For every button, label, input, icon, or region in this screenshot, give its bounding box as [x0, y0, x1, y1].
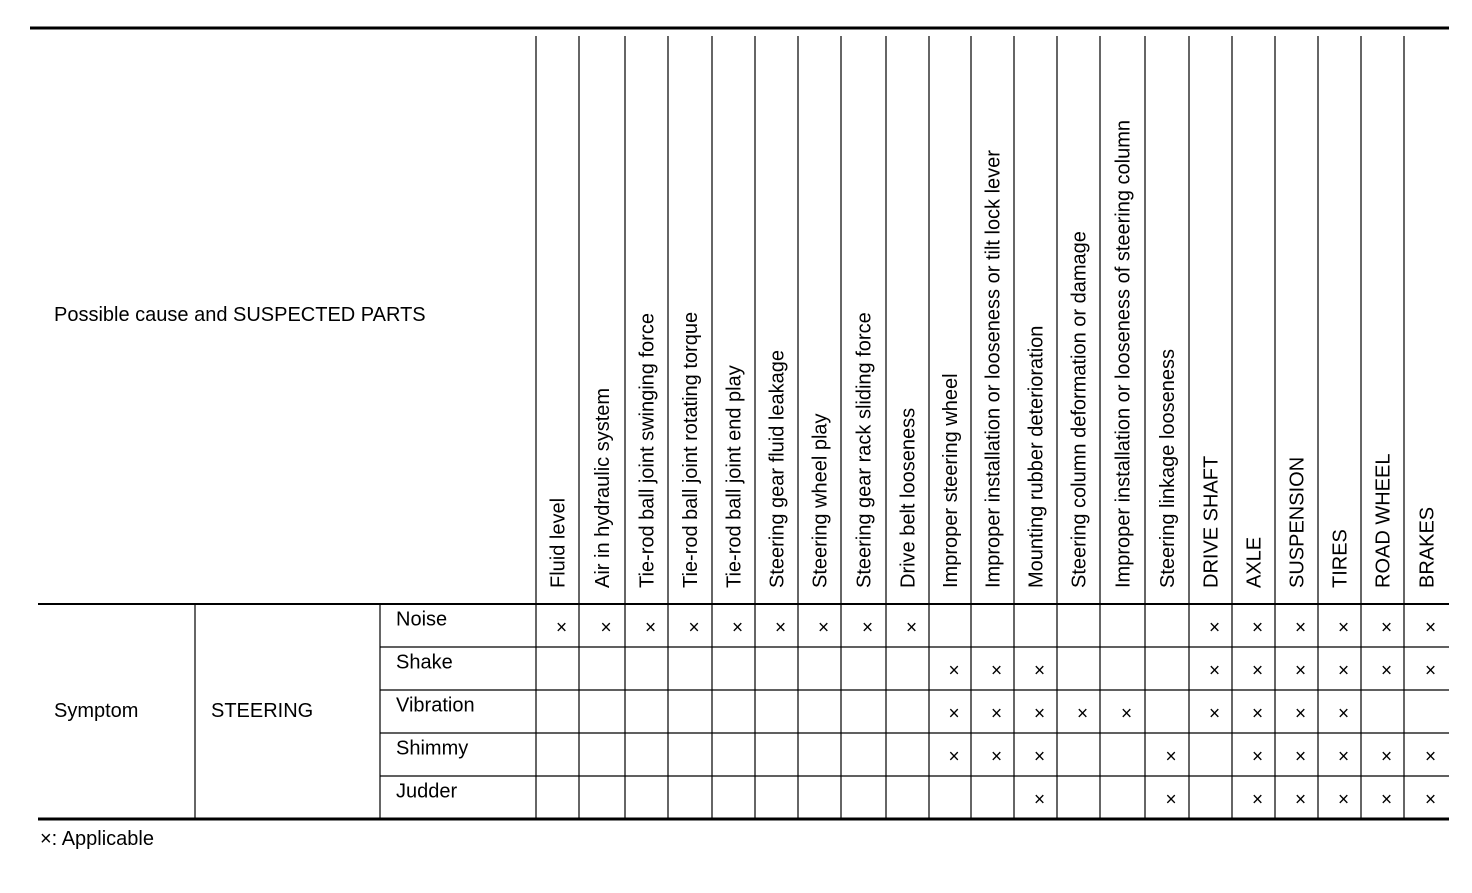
applicable-mark: ×: [1294, 746, 1307, 768]
applicable-mark: ×: [1337, 617, 1350, 639]
symptom-label: Symptom: [54, 700, 139, 722]
applicable-mark: ×: [1380, 789, 1393, 811]
applicable-mark: ×: [948, 703, 960, 725]
row-label: Shake: [396, 651, 453, 674]
column-header: Steering gear fluid leakage: [766, 350, 789, 588]
applicable-mark: ×: [1208, 660, 1221, 682]
applicable-mark: ×: [688, 617, 700, 639]
applicable-mark: ×: [731, 617, 744, 639]
column-header: Tie-rod ball joint swinging force: [636, 313, 659, 588]
applicable-mark: ×: [1251, 660, 1264, 682]
applicable-mark: ×: [1424, 789, 1437, 811]
category-label: STEERING: [211, 700, 314, 722]
column-header: Fluid level: [547, 497, 570, 588]
applicable-mark: ×: [1033, 703, 1046, 725]
column-header: BRAKES: [1416, 506, 1439, 588]
column-header: Steering column deformation or damage: [1068, 231, 1091, 588]
row-label: Judder: [396, 780, 458, 803]
column-header: SUSPENSION: [1286, 456, 1309, 588]
applicable-mark: ×: [1294, 660, 1307, 682]
applicable-mark: ×: [1424, 660, 1437, 682]
applicable-mark: ×: [1251, 617, 1264, 639]
applicable-mark: ×: [1208, 703, 1221, 725]
applicable-mark: ×: [1294, 789, 1307, 811]
applicable-mark: ×: [1165, 789, 1177, 811]
applicable-mark: ×: [1033, 660, 1046, 682]
column-header: DRIVE SHAFT: [1200, 455, 1223, 588]
column-header: AXLE: [1243, 536, 1266, 588]
applicable-mark: ×: [774, 617, 787, 639]
legend-text: ×: Applicable: [40, 828, 154, 850]
applicable-mark: ×: [1120, 703, 1133, 725]
applicable-mark: ×: [555, 617, 568, 639]
applicable-mark: ×: [990, 746, 1003, 768]
applicable-mark: ×: [1337, 703, 1350, 725]
applicable-mark: ×: [600, 617, 612, 639]
applicable-mark: ×: [1208, 617, 1221, 639]
row-label: Shimmy: [396, 737, 469, 760]
applicable-mark: ×: [1380, 746, 1393, 768]
applicable-mark: ×: [1033, 746, 1046, 768]
header-label: Possible cause and SUSPECTED PARTS: [54, 304, 426, 326]
applicable-mark: ×: [1337, 789, 1350, 811]
applicable-mark: ×: [1424, 746, 1437, 768]
applicable-mark: ×: [1076, 703, 1089, 725]
column-header: Drive belt looseness: [897, 407, 920, 588]
column-header: Steering linkage looseness: [1157, 348, 1179, 588]
row-labels: [396, 609, 475, 803]
column-header: Improper installation or looseness of steering column: [1112, 119, 1135, 588]
applicable-mark: ×: [1251, 789, 1264, 811]
column-header: Air in hydraulic system: [592, 387, 614, 588]
column-header: ROAD WHEEL: [1372, 453, 1395, 588]
row-label: Vibration: [396, 694, 475, 717]
column-header: Tie-rod ball joint end play: [723, 365, 746, 588]
applicable-mark: ×: [1251, 746, 1264, 768]
column-header: Improper installation or looseness or tilt lock lever: [982, 150, 1005, 588]
applicable-mark: ×: [990, 703, 1003, 725]
column-header: Tie-rod ball joint rotating torque: [680, 311, 702, 588]
applicable-mark: ×: [1380, 660, 1393, 682]
applicable-mark: ×: [1033, 789, 1046, 811]
applicable-mark: ×: [817, 617, 830, 639]
applicable-mark: ×: [1251, 703, 1264, 725]
column-header: Steering wheel play: [809, 413, 832, 588]
applicable-mark: ×: [1380, 617, 1393, 639]
applicable-mark: ×: [905, 617, 918, 639]
applicable-mark: ×: [644, 617, 657, 639]
applicable-mark: ×: [1165, 746, 1177, 768]
column-header: Steering gear rack sliding force: [853, 312, 876, 588]
row-label: Noise: [396, 608, 448, 631]
column-header: Mounting rubber deterioration: [1025, 325, 1048, 588]
applicable-mark: ×: [1337, 746, 1350, 768]
column-header: Improper steering wheel: [940, 373, 962, 588]
applicable-mark: ×: [1294, 617, 1307, 639]
applicable-mark: ×: [948, 746, 960, 768]
applicable-mark: ×: [1424, 617, 1437, 639]
applicable-mark: ×: [1294, 703, 1307, 725]
applicable-mark: ×: [1337, 660, 1350, 682]
column-headers: [548, 120, 1439, 588]
applicable-mark: ×: [861, 617, 874, 639]
applicable-mark: ×: [948, 660, 960, 682]
applicable-mark: ×: [990, 660, 1003, 682]
column-header: TIRES: [1329, 529, 1352, 588]
